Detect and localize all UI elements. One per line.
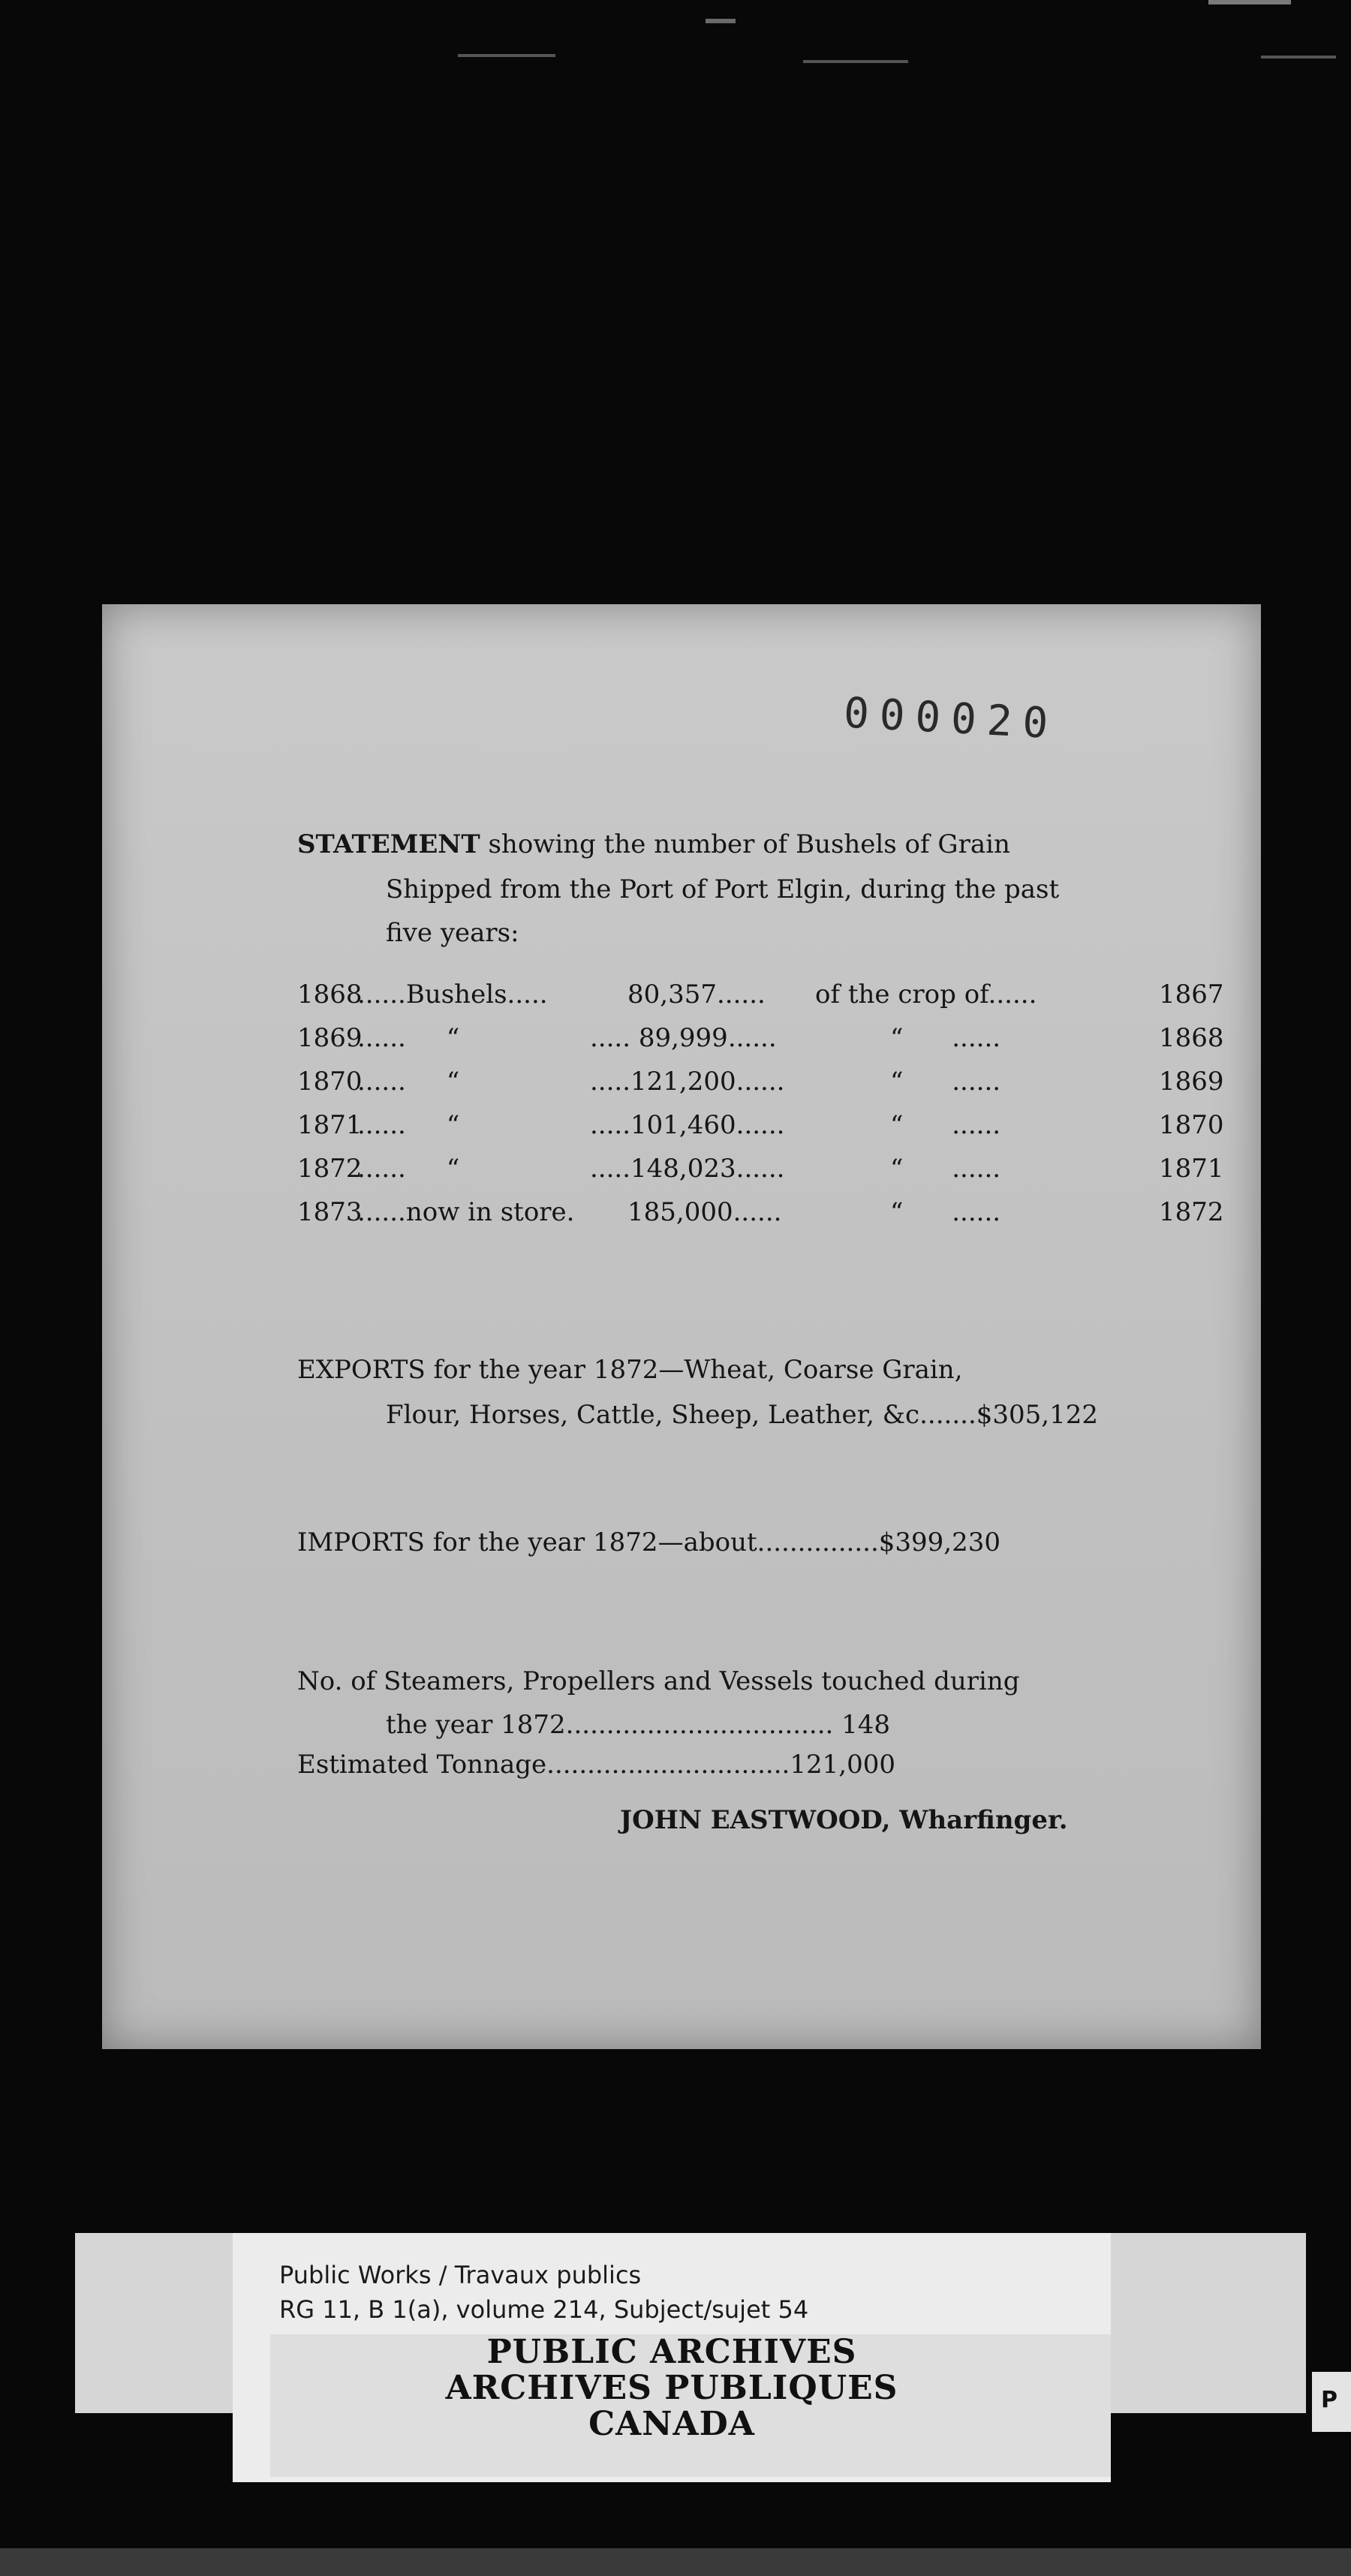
row-crop: “ ......: [890, 1154, 1001, 1184]
row-desc: ...... “: [357, 1067, 460, 1097]
row-crop-year: 1871: [1159, 1154, 1224, 1184]
row-year: 1870: [297, 1067, 363, 1097]
row-year: 1872: [297, 1154, 363, 1184]
vessels-line2: the year 1872................................. 148: [386, 1710, 891, 1740]
table-row: [297, 1197, 1224, 1227]
row-amount: .....101,460......: [590, 1110, 785, 1140]
row-crop: “ ......: [890, 1023, 1001, 1053]
row-crop: “ ......: [890, 1110, 1001, 1140]
edge-tab: [1312, 2372, 1351, 2432]
statement-title-line: [297, 829, 1010, 859]
statement-line3: five years:: [386, 918, 519, 948]
row-crop: “ ......: [890, 1067, 1001, 1097]
row-year: 1868: [297, 980, 363, 1010]
table-row: [297, 1023, 1224, 1053]
row-year: 1869: [297, 1023, 363, 1053]
row-amount: 80,357......: [627, 980, 766, 1010]
archive-stamp-line2: ARCHIVES PUBLIQUES: [445, 2369, 898, 2407]
signature: JOHN EASTWOOD, Wharfinger.: [620, 1805, 1068, 1835]
row-crop-year: 1867: [1159, 980, 1224, 1010]
row-year: 1873: [297, 1197, 363, 1227]
archive-stamp-line1: PUBLIC ARCHIVES: [486, 2333, 857, 2371]
table-row: [297, 1154, 1224, 1184]
archive-stamp-line3: CANADA: [588, 2405, 755, 2443]
imports-line: IMPORTS for the year 1872—about...............$399,230: [297, 1527, 1000, 1557]
row-amount: 185,000......: [627, 1197, 782, 1227]
stamp-number: 000020: [842, 688, 1060, 749]
table-row: [297, 1110, 1224, 1140]
row-desc: ...... “: [357, 1154, 460, 1184]
archive-label-line1: Public Works / Travaux publics: [279, 2261, 642, 2289]
row-crop-year: 1872: [1159, 1197, 1224, 1227]
statement-title: STATEMENT: [297, 829, 480, 859]
row-crop-year: 1869: [1159, 1067, 1224, 1097]
table-row: [297, 1067, 1224, 1097]
row-desc: ...... “: [357, 1110, 460, 1140]
row-desc: ......now in store.: [357, 1197, 575, 1227]
row-amount: .....148,023......: [590, 1154, 785, 1184]
edge-tab-letter: P: [1321, 2387, 1337, 2413]
row-year: 1871: [297, 1110, 363, 1140]
row-crop: of the crop of......: [815, 980, 1037, 1010]
row-desc: ......Bushels.....: [357, 980, 548, 1010]
row-crop: “ ......: [890, 1197, 1001, 1227]
statement-line2: Shipped from the Port of Port Elgin, during the past: [386, 874, 1060, 904]
archive-label-line2: RG 11, B 1(a), volume 214, Subject/sujet 54: [279, 2295, 809, 2324]
row-crop-year: 1868: [1159, 1023, 1224, 1053]
vessels-line1: No. of Steamers, Propellers and Vessels touched during: [297, 1666, 1020, 1696]
exports-line2: Flour, Horses, Cattle, Sheep, Leather, &c.......$305,122: [386, 1400, 1098, 1430]
row-amount: ..... 89,999......: [590, 1023, 777, 1053]
row-amount: .....121,200......: [590, 1067, 785, 1097]
bottom-film-edge: [0, 2548, 1351, 2576]
row-crop-year: 1870: [1159, 1110, 1224, 1140]
row-desc: ...... “: [357, 1023, 460, 1053]
tonnage-line: Estimated Tonnage..............................121,000: [297, 1750, 895, 1780]
table-row: [297, 980, 1224, 1010]
exports-line1: EXPORTS for the year 1872—Wheat, Coarse Grain,: [297, 1355, 963, 1385]
statement-line1: showing the number of Bushels of Grain: [488, 829, 1010, 859]
document-page: [102, 604, 1261, 2049]
scan-edge-marks: [0, 0, 1351, 90]
